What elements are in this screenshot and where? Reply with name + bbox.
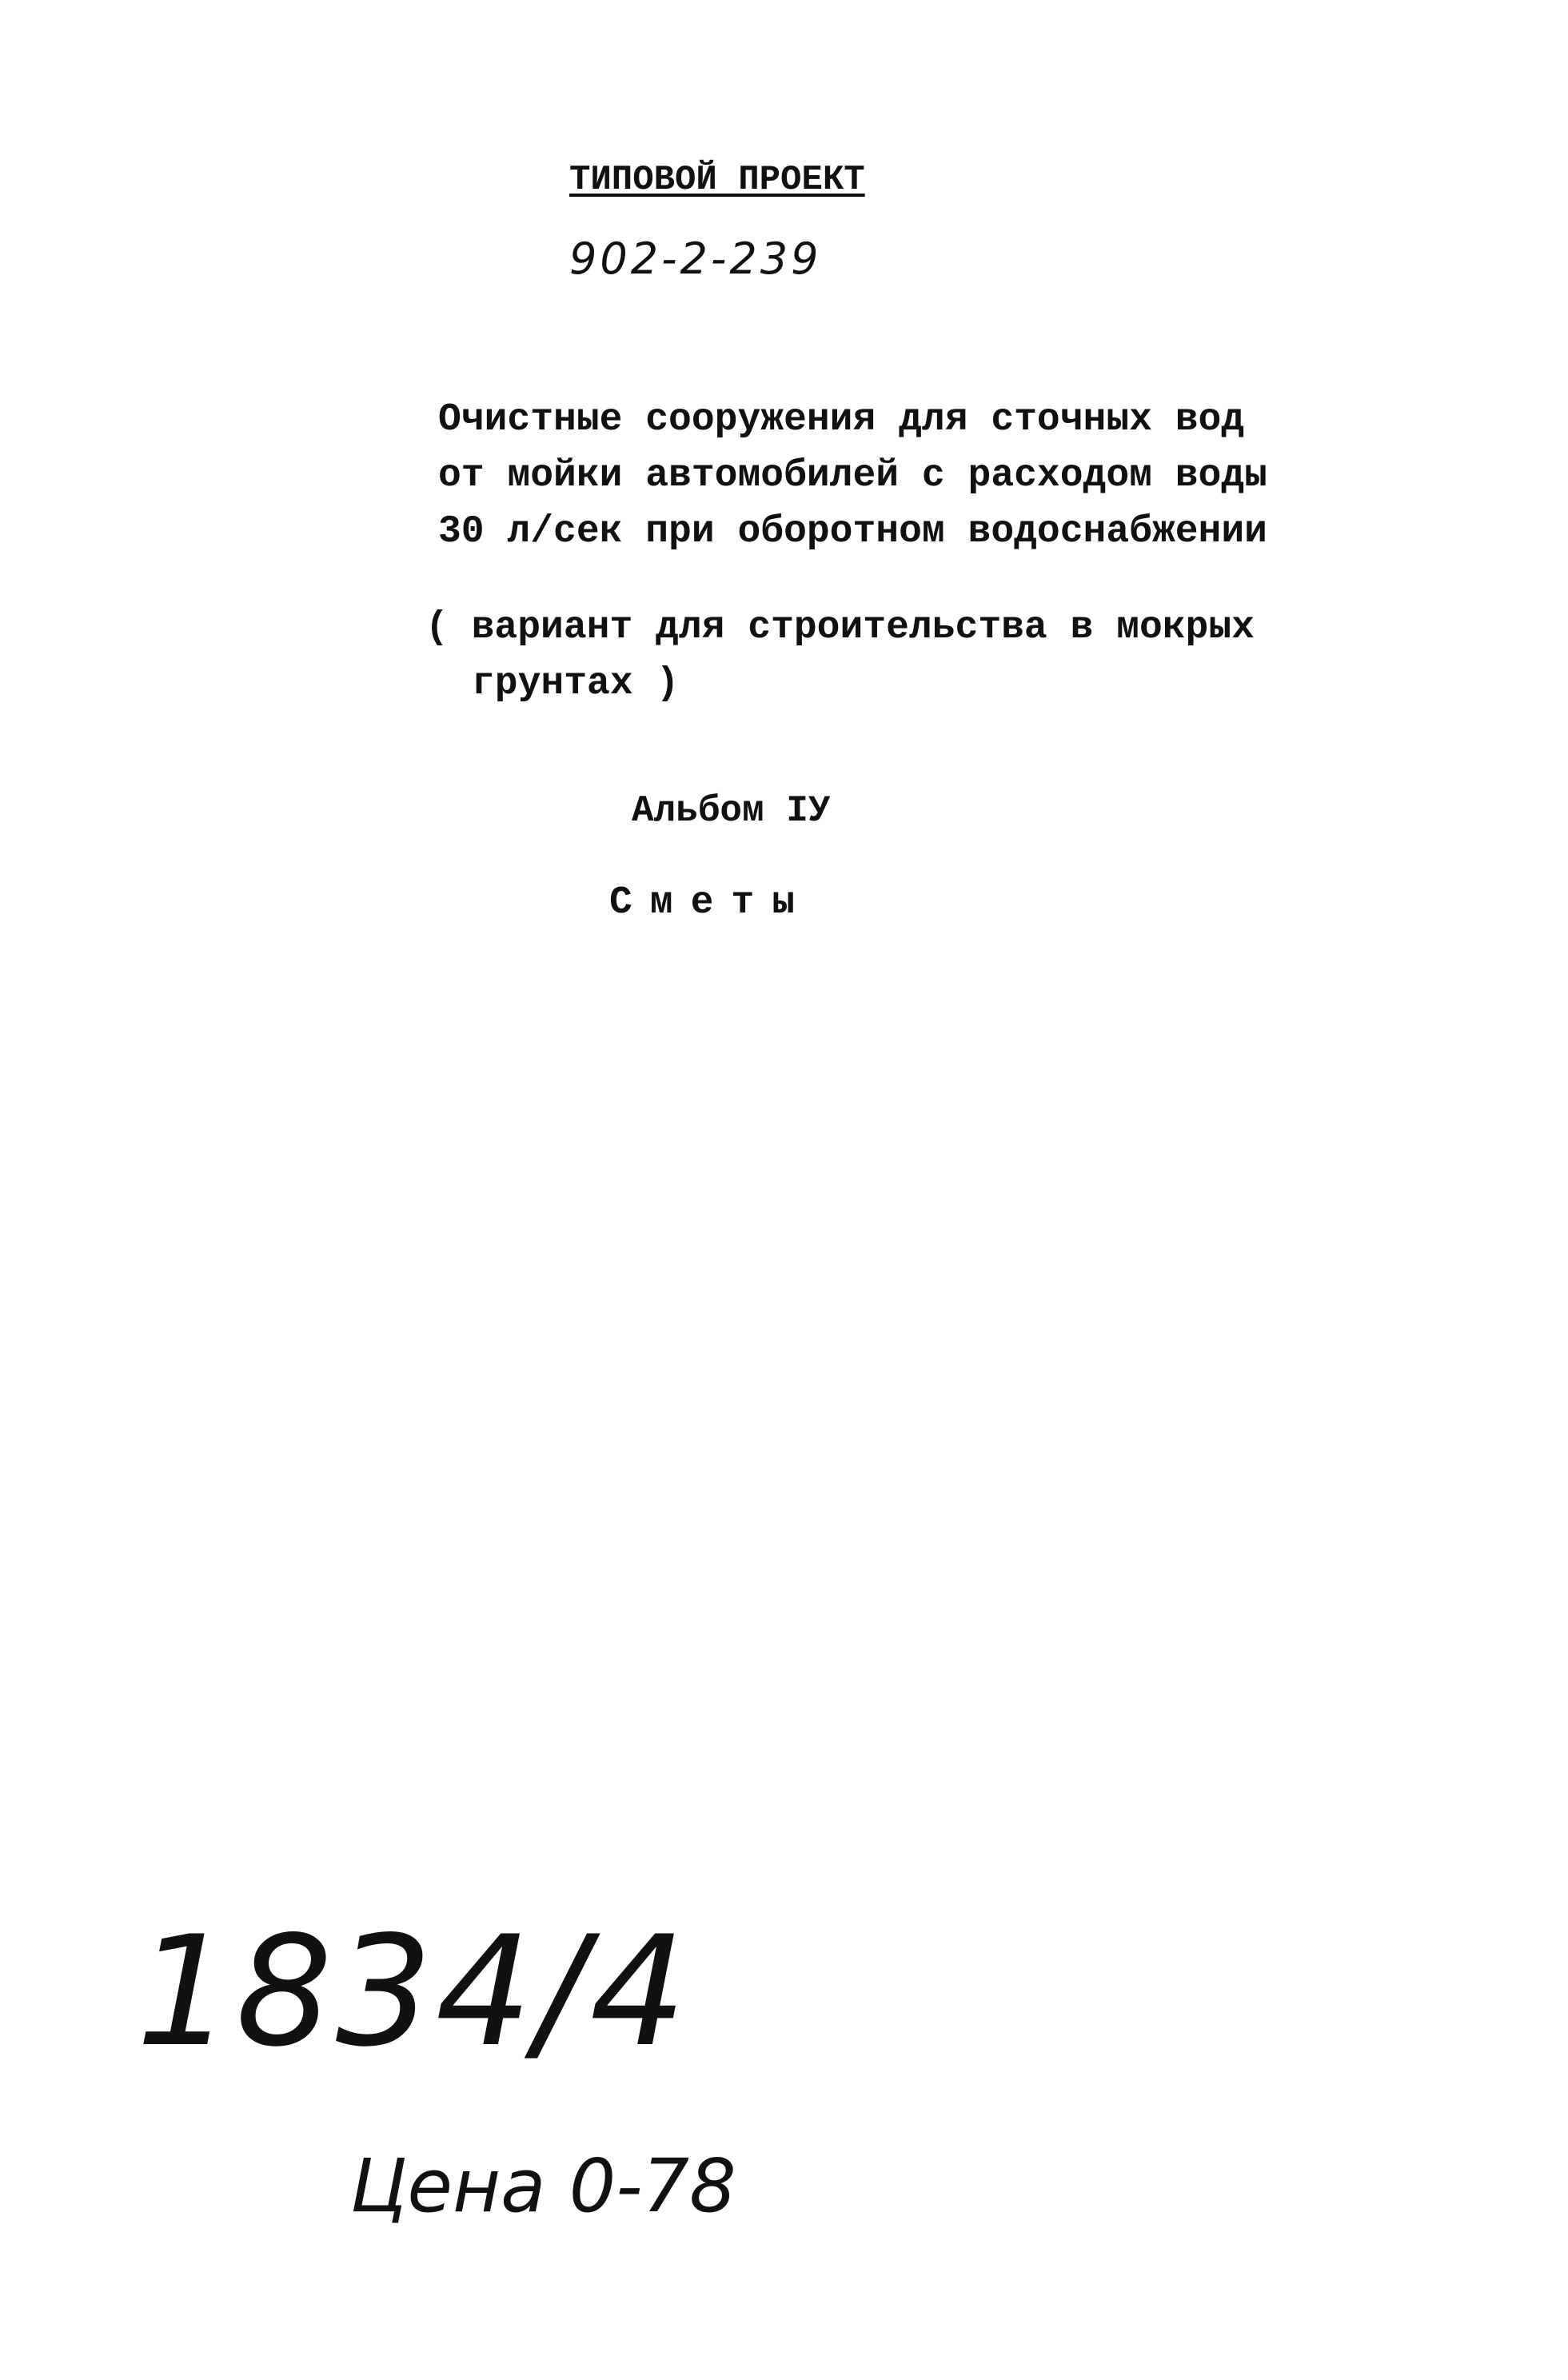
price-label: Цена 0-78	[350, 2143, 736, 2229]
project-number: 902-2-239	[569, 234, 822, 284]
variant-line-1: ( вариант для строительства в мокрых	[425, 606, 1255, 649]
description-line-3: 30 л/сек при оборотном водоснабжении	[438, 510, 1267, 553]
album-label: Альбом IУ	[632, 790, 831, 832]
project-description	[438, 392, 1267, 560]
section-title: Сметы	[609, 881, 813, 924]
description-line-2: от мойки автомобилей с расходом воды	[438, 454, 1267, 497]
inventory-number: 1834/4	[136, 1903, 690, 2080]
variant-note	[425, 600, 1255, 712]
variant-line-2: грунтах )	[472, 662, 680, 705]
description-line-1: Очистные сооружения для сточных вод	[438, 398, 1245, 441]
project-type-heading: ТИПОВОЙ ПРОЕКТ	[569, 160, 865, 200]
